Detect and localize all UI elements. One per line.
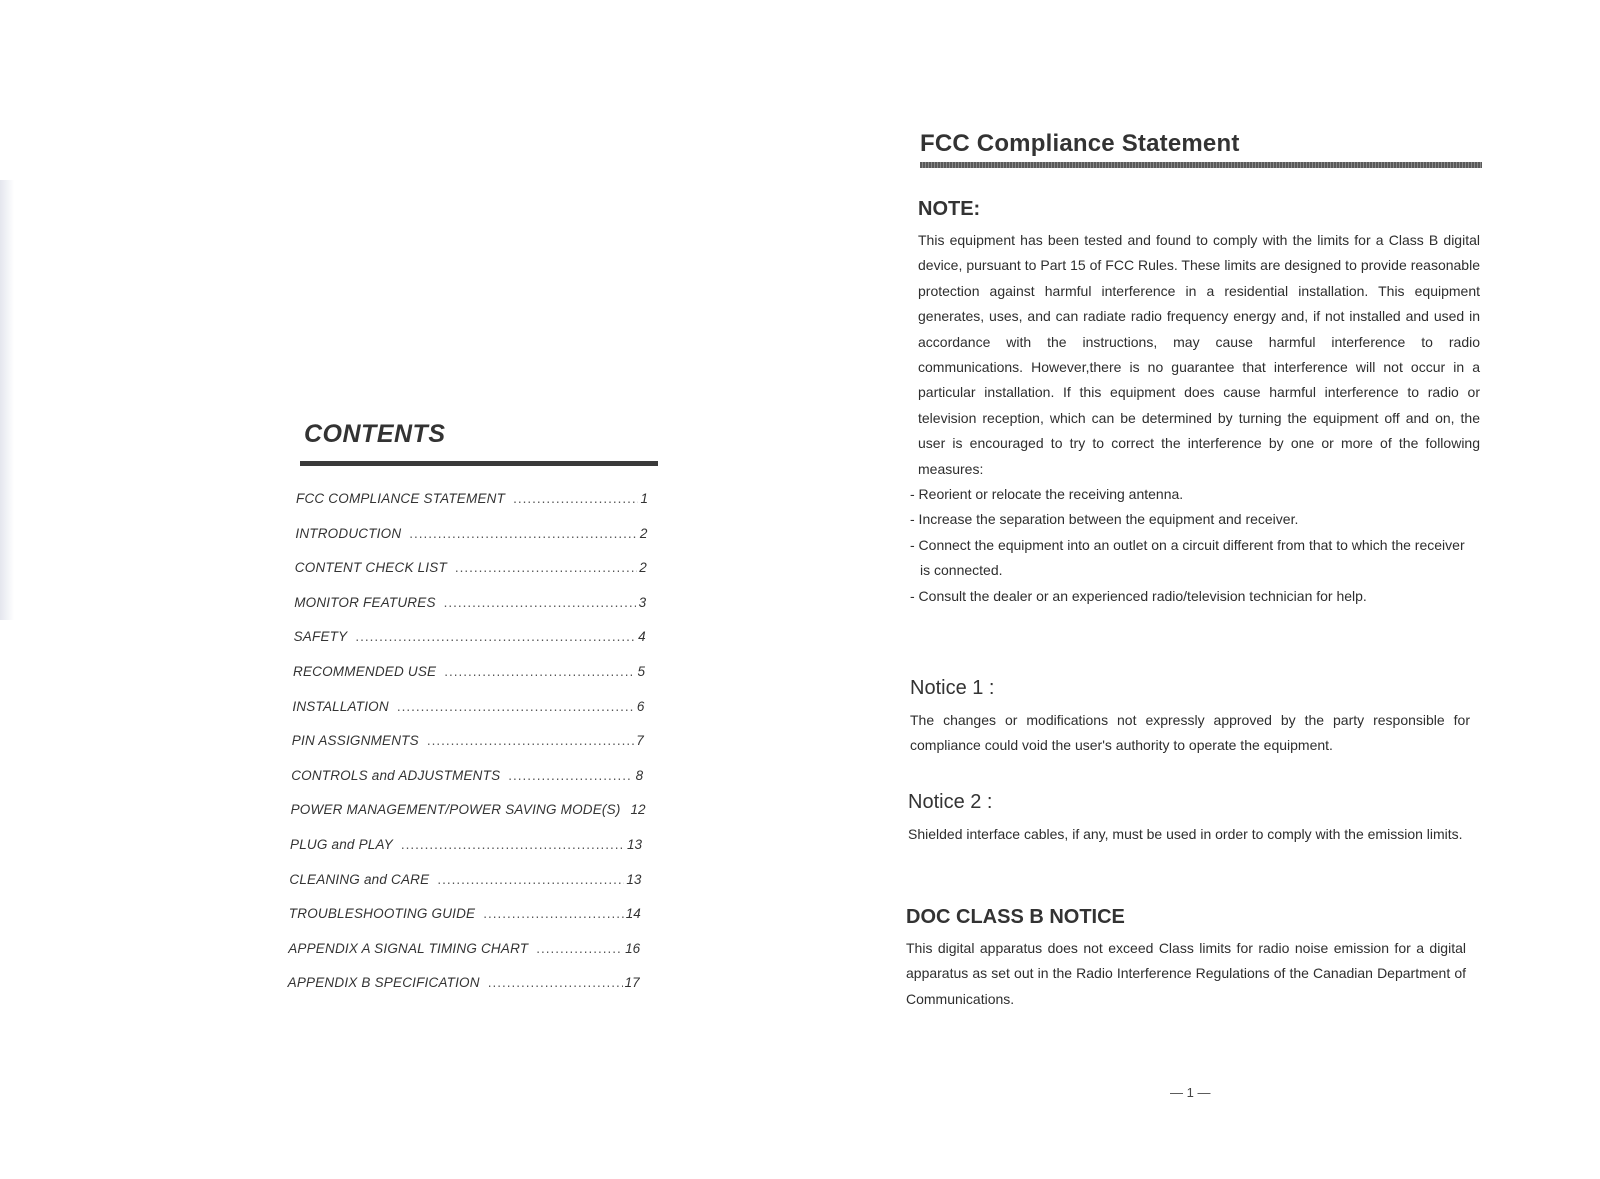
toc-entry xyxy=(292,733,644,768)
scan-edge-shadow xyxy=(0,180,14,620)
notice1-heading: Notice 1 : xyxy=(910,677,995,699)
page-number: — 1 — xyxy=(1170,1085,1211,1100)
toc-entry xyxy=(293,664,645,699)
toc-list xyxy=(288,491,658,1010)
toc-leader-dots xyxy=(483,906,623,921)
toc-entry xyxy=(295,560,647,595)
notice2-section xyxy=(908,791,1468,847)
toc-entry xyxy=(289,906,641,941)
toc-entry-label: CONTROLS and ADJUSTMENTS xyxy=(291,767,501,783)
toc-entry-label: CONTENT CHECK LIST xyxy=(294,560,447,576)
toc-entry-label: POWER MANAGEMENT/POWER SAVING MODE(S) xyxy=(290,802,621,818)
toc-entry xyxy=(288,975,640,1010)
toc-entry xyxy=(294,629,646,664)
toc-leader-dots xyxy=(427,733,634,748)
table-of-contents xyxy=(288,420,658,1010)
fcc-title-rule xyxy=(920,162,1482,168)
toc-entry-label: RECOMMENDED USE xyxy=(293,663,437,679)
toc-entry-page: 7 xyxy=(636,733,644,749)
doc-notice-section xyxy=(906,906,1466,1012)
toc-entry-label: MONITOR FEATURES xyxy=(294,594,436,610)
notice1-section xyxy=(910,677,1470,759)
note-heading: NOTE: xyxy=(918,198,981,220)
toc-entry xyxy=(288,941,640,976)
toc-leader-dots xyxy=(513,491,638,506)
toc-entry-page: 14 xyxy=(625,906,641,922)
fcc-title: FCC Compliance Statement xyxy=(920,130,1240,157)
note-measures-list xyxy=(910,482,1478,609)
notice2-text: Shielded interface cables, if any, must be used in order to comply with the emission limits. xyxy=(908,826,1463,842)
notice1-text: The changes or modifications not expressly approved by the party responsible for compliance could void the user's authority to operate the equipment. xyxy=(910,712,1470,754)
toc-entry-label: CLEANING and CARE xyxy=(289,871,430,887)
note-section xyxy=(910,198,1480,609)
toc-entry-label: PIN ASSIGNMENTS xyxy=(291,733,419,749)
toc-entry-page: 8 xyxy=(635,767,644,783)
toc-entry-label: INSTALLATION xyxy=(292,698,389,714)
toc-entry-page: 4 xyxy=(638,629,646,645)
toc-entry-page: 16 xyxy=(625,940,641,956)
toc-leader-dots xyxy=(488,975,623,990)
toc-leader-dots xyxy=(409,526,637,541)
toc-leader-dots xyxy=(508,768,633,783)
toc-entry-label: SAFETY xyxy=(293,629,348,645)
toc-leader-dots xyxy=(444,664,635,679)
toc-entry-page: 5 xyxy=(637,663,645,679)
doc-notice-text: This digital apparatus does not exceed Class limits for radio noise emission for a digital apparatus as set out in the Radio Interference Regulations of the Canadian Department of Communications. xyxy=(906,940,1466,1007)
toc-entry-page: 13 xyxy=(626,871,642,887)
toc-entry-label: APPENDIX A SIGNAL TIMING CHART xyxy=(288,940,529,956)
toc-entry-label: APPENDIX B SPECIFICATION xyxy=(287,975,480,991)
toc-leader-dots xyxy=(397,699,635,714)
fcc-header xyxy=(920,130,1482,168)
toc-entry-page: 1 xyxy=(640,491,648,506)
toc-entry-page: 13 xyxy=(626,836,642,852)
toc-entry xyxy=(291,768,643,803)
contents-title-rule xyxy=(300,461,658,466)
toc-entry-label: INTRODUCTION xyxy=(295,525,402,541)
toc-entry xyxy=(289,872,641,907)
toc-entry-page: 2 xyxy=(639,525,648,541)
toc-entry-page: 2 xyxy=(639,560,647,576)
toc-entry-page: 17 xyxy=(624,975,640,991)
toc-leader-dots xyxy=(401,837,625,852)
toc-entry xyxy=(290,837,642,872)
toc-leader-dots xyxy=(355,629,635,644)
toc-entry xyxy=(290,802,646,837)
toc-entry-page: 3 xyxy=(638,594,647,610)
contents-title: CONTENTS xyxy=(304,420,446,448)
notice2-heading: Notice 2 : xyxy=(908,791,993,813)
toc-entry xyxy=(295,526,647,561)
toc-leader-dots xyxy=(536,941,623,956)
toc-leader-dots xyxy=(444,595,637,610)
list-item: - Consult the dealer or an experienced radio/television technician for help. xyxy=(910,587,1367,604)
note-paragraph: This equipment has been tested and found to comply with the limits for a Class B digital device, pursuant to Part 15 of FCC Rules. These limits are designed to provide reasonable protection against harmful interference in a residential installation. This equipment generates, uses, and can radiate radio frequency energy and, if not installed and used in accordance with the instructions, may cause harmful interference to radio communications. However,there is no guarantee that interference will not occur in a particular installation. If this equipment does cause harmful interference to radio or television reception, which can be determined by turning the equipment off and on, the user is encouraged to try to correct the interference by one or more of the following measures: xyxy=(918,232,1480,477)
list-item: - Connect the equipment into an outlet on a circuit different from that to which the receiver is connected. xyxy=(910,536,1465,579)
toc-entry xyxy=(294,595,646,630)
toc-entry-label: FCC COMPLIANCE STATEMENT xyxy=(296,491,506,506)
toc-entry-label: TROUBLESHOOTING GUIDE xyxy=(288,906,476,922)
list-item: - Reorient or relocate the receiving antenna. xyxy=(910,486,1184,503)
toc-entry-page: 12 xyxy=(630,802,646,818)
toc-leader-dots xyxy=(455,560,637,575)
toc-entry-label: PLUG and PLAY xyxy=(290,836,393,852)
toc-entry-page: 6 xyxy=(636,698,645,714)
doc-notice-heading: DOC CLASS B NOTICE xyxy=(906,906,1125,928)
toc-entry xyxy=(292,699,644,734)
toc-leader-dots xyxy=(437,872,624,887)
toc-entry xyxy=(296,491,648,526)
list-item: - Increase the separation between the equipment and receiver. xyxy=(910,511,1299,528)
